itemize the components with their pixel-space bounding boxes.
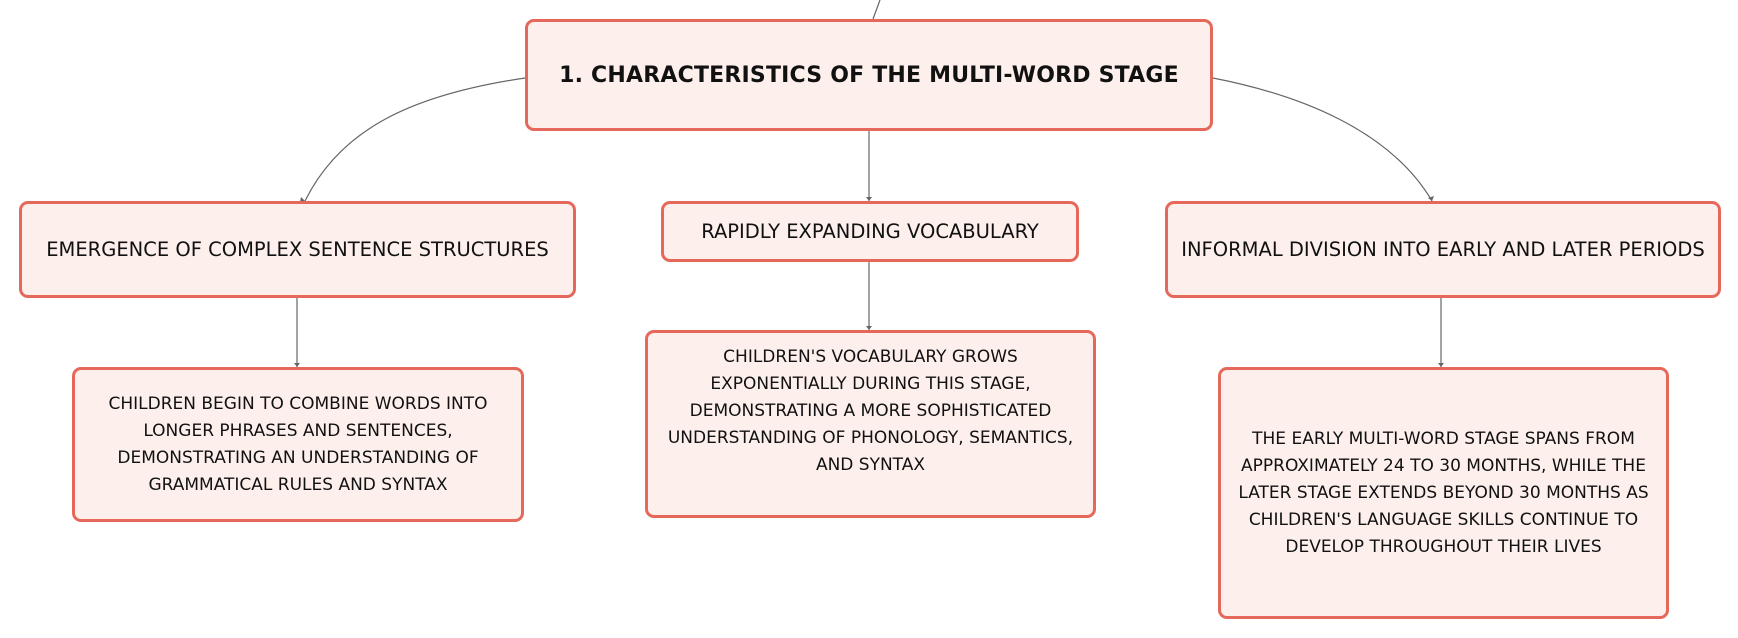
connector-root-to-branch-1	[305, 78, 525, 201]
branch-label: EMERGENCE OF COMPLEX SENTENCE STRUCTURES	[46, 238, 549, 261]
connector-root-to-branch-3	[1213, 78, 1432, 201]
detail-text: CHILDREN BEGIN TO COMBINE WORDS INTO LONGER PHRASES AND SENTENCES, DEMONSTRATING AN UNDERSTANDING OF GRAMMATICAL RULES AND SYNTAX	[108, 393, 488, 495]
root-topic-node[interactable]	[525, 19, 1213, 131]
branch-label: INFORMAL DIVISION INTO EARLY AND LATER PERIODS	[1181, 238, 1705, 261]
detail-text: CHILDREN'S VOCABULARY GROWS EXPONENTIALLY DURING THIS STAGE, DEMONSTRATING A MORE SOPHISTICATED UNDERSTANDING OF PHONOLOGY, SEMANTICS, AND SYNTAX	[667, 346, 1074, 475]
branch-node-complex-sentences[interactable]	[19, 201, 576, 298]
connector-incoming	[873, 0, 880, 19]
detail-node-periods[interactable]	[1218, 367, 1669, 619]
detail-text: THE EARLY MULTI-WORD STAGE SPANS FROM APPROXIMATELY 24 TO 30 MONTHS, WHILE THE LATER STAGE EXTENDS BEYOND 30 MONTHS AS CHILDREN'S LANGUAGE SKILLS CONTINUE TO DEVELOP THROUGHOUT THEIR LIVES	[1238, 428, 1649, 557]
detail-node-complex-sentences[interactable]	[72, 367, 524, 522]
branch-node-vocabulary[interactable]	[661, 201, 1079, 262]
root-topic-label: 1. CHARACTERISTICS OF THE MULTI-WORD STAGE	[559, 62, 1179, 88]
branch-label: RAPIDLY EXPANDING VOCABULARY	[701, 220, 1039, 243]
branch-node-periods[interactable]	[1165, 201, 1721, 298]
detail-node-vocabulary[interactable]	[645, 330, 1096, 518]
